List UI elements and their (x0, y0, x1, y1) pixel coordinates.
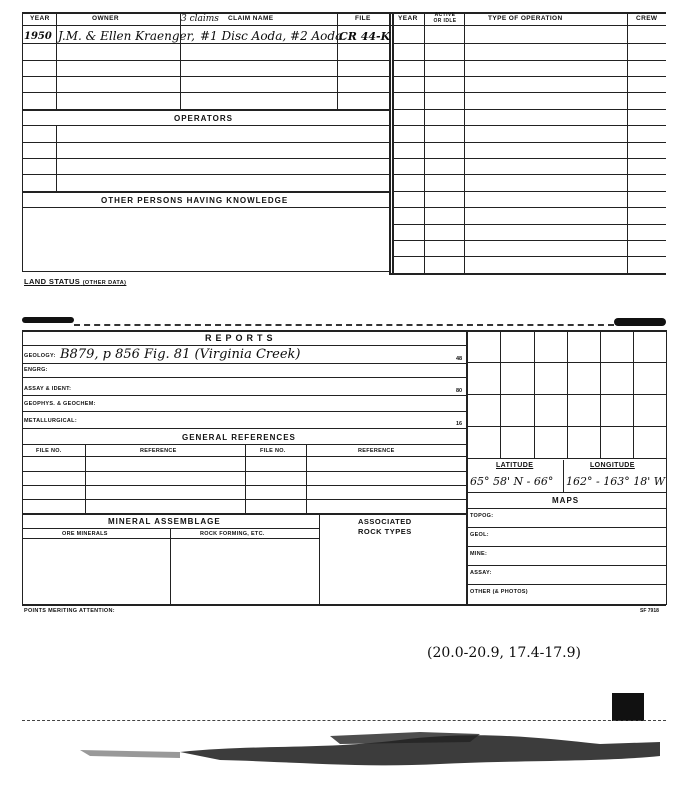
row-line (22, 271, 389, 272)
entry-owner: J.M. & Ellen Kraenger, (58, 29, 195, 43)
bottom-rule (22, 604, 666, 606)
side-number: 48 (456, 356, 463, 362)
row-line (22, 411, 466, 412)
center-divider-2 (392, 12, 394, 274)
row-line (392, 25, 666, 26)
metallurgical-label: METALLURGICAL: (24, 418, 77, 424)
geophys-label: GEOPHYS. & GEOCHEM: (24, 401, 96, 407)
row-line (392, 109, 666, 110)
row-line (22, 428, 466, 429)
ref-col-rule (245, 444, 246, 513)
land-status-title: LAND STATUS (24, 277, 81, 286)
mineral-col-rule (170, 528, 171, 604)
associated-label: ASSOCIATED (358, 517, 412, 526)
mineral-assemblage-title: MINERAL ASSEMBLAGE (108, 517, 221, 526)
latitude-label: LATITUDE (496, 462, 534, 469)
row-line (22, 345, 466, 346)
entry-year: 1950 (24, 31, 52, 42)
col-crew-rule (627, 12, 628, 274)
row-line (392, 207, 666, 208)
row-line (22, 174, 389, 175)
geology-label: GEOLOGY: (24, 353, 56, 359)
geology-value: B879, p 856 Fig. 81 (Virginia Creek) (60, 347, 301, 362)
ref-file-no-2: FILE NO. (260, 448, 286, 454)
ref-col-rule (306, 444, 307, 513)
other-photos-label: OTHER (& PHOTOS) (470, 589, 528, 595)
row-line (22, 191, 389, 193)
geol-label: GEOL: (470, 532, 489, 538)
ore-minerals-label: ORE MINERALS (62, 531, 108, 537)
row-line (22, 513, 466, 515)
land-status-sub: (OTHER DATA) (82, 280, 127, 286)
form-number: SF 7918 (640, 608, 659, 614)
header-active-or-idle: ACTIVE OR IDLE (433, 12, 457, 24)
row-line (22, 207, 389, 208)
longitude-value: 162° - 163° 18' W (566, 475, 666, 488)
assay-map-label: ASSAY: (470, 570, 492, 576)
ink-smudge (22, 317, 74, 323)
row-line (22, 92, 389, 93)
side-number: 80 (456, 388, 463, 394)
row-line (392, 92, 666, 93)
operators-title: OPERATORS (174, 114, 233, 123)
rock-forming-label: ROCK FORMING, ETC. (200, 531, 265, 537)
points-meriting-label: POINTS MERITING ATTENTION: (24, 608, 115, 614)
row-line (22, 456, 466, 457)
row-line (22, 499, 466, 500)
col-claim-rule (180, 12, 181, 110)
side-number: 16 (456, 421, 463, 427)
col-type-rule (464, 12, 465, 274)
row-line (392, 224, 666, 225)
row-line (392, 240, 666, 241)
row-line (392, 125, 666, 126)
row-line (22, 109, 389, 111)
longitude-label: LONGITUDE (590, 462, 635, 469)
header-year-2: YEAR (398, 15, 418, 22)
scan-noise (0, 722, 678, 801)
row-line (466, 584, 666, 585)
left-border-lower (22, 330, 23, 605)
col-owner-rule (56, 12, 57, 110)
row-line (22, 471, 466, 472)
torn-edge (74, 324, 614, 326)
right-border-lower (666, 330, 667, 605)
entry-claim: #1 Disc Aoda, #2 Aoda. (200, 29, 347, 43)
grid-line (466, 426, 666, 427)
row-line (392, 174, 666, 175)
row-line (22, 125, 389, 126)
col-file-rule (337, 12, 338, 110)
engrg-label: ENGRG: (24, 367, 48, 373)
row-line (22, 142, 389, 143)
reports-title: REPORTS (205, 333, 277, 343)
center-divider (389, 12, 391, 274)
row-line (22, 444, 466, 445)
reports-top (22, 330, 666, 332)
row-line (466, 508, 666, 509)
assay-label: ASSAY & IDENT: (24, 386, 72, 392)
header-crew: CREW (636, 15, 658, 22)
topog-label: TOPOG: (470, 513, 494, 519)
row-line (22, 377, 466, 378)
row-line (22, 395, 466, 396)
entry-file: CR 44-K (339, 30, 391, 43)
row-line (22, 76, 389, 77)
ref-reference-2: REFERENCE (358, 448, 395, 454)
row-line (22, 485, 466, 486)
row-line (22, 158, 389, 159)
grid-line (466, 458, 666, 459)
row-line (466, 527, 666, 528)
maps-title: MAPS (552, 496, 580, 505)
associated-col-rule (319, 513, 320, 604)
header-type-of-operation: TYPE OF OPERATION (488, 15, 563, 22)
row-line (466, 492, 666, 493)
row-line (392, 142, 666, 143)
row-line (22, 60, 389, 61)
black-square (612, 693, 644, 721)
row-line (392, 191, 666, 192)
other-persons-title: OTHER PERSONS HAVING KNOWLEDGE (101, 196, 289, 205)
header-claim-name: CLAIM NAME (228, 15, 274, 22)
general-references-title: GENERAL REFERENCES (182, 433, 296, 442)
col-active-rule (424, 12, 425, 274)
claim-count: 3 claims (181, 14, 219, 24)
rock-types-label: ROCK TYPES (358, 527, 412, 536)
row-line (466, 565, 666, 566)
row-line (392, 76, 666, 77)
ink-smudge (614, 318, 666, 326)
grid-line (466, 394, 666, 395)
lat-long-divider (563, 460, 564, 492)
row-line (392, 256, 666, 257)
ref-col-rule (85, 444, 86, 513)
row-line (389, 273, 666, 275)
row-line (22, 363, 466, 364)
col-rule (56, 125, 57, 191)
top-border (22, 12, 666, 14)
grid-line (466, 362, 666, 363)
row-line (22, 43, 389, 44)
row-line (392, 158, 666, 159)
header-year: YEAR (30, 15, 50, 22)
row-line (392, 60, 666, 61)
row-line (466, 546, 666, 547)
land-status-label (24, 277, 126, 286)
mine-label: MINE: (470, 551, 488, 557)
latitude-value: 65° 58' N - 66° (470, 475, 554, 488)
handwritten-note: (20.0-20.9, 17.4-17.9) (427, 645, 581, 661)
cut-line (22, 720, 666, 721)
row-line (392, 43, 666, 44)
ref-reference-1: REFERENCE (140, 448, 177, 454)
header-owner: OWNER (92, 15, 119, 22)
right-divider (466, 330, 468, 605)
header-file: FILE (355, 15, 371, 22)
ref-file-no-1: FILE NO. (36, 448, 62, 454)
